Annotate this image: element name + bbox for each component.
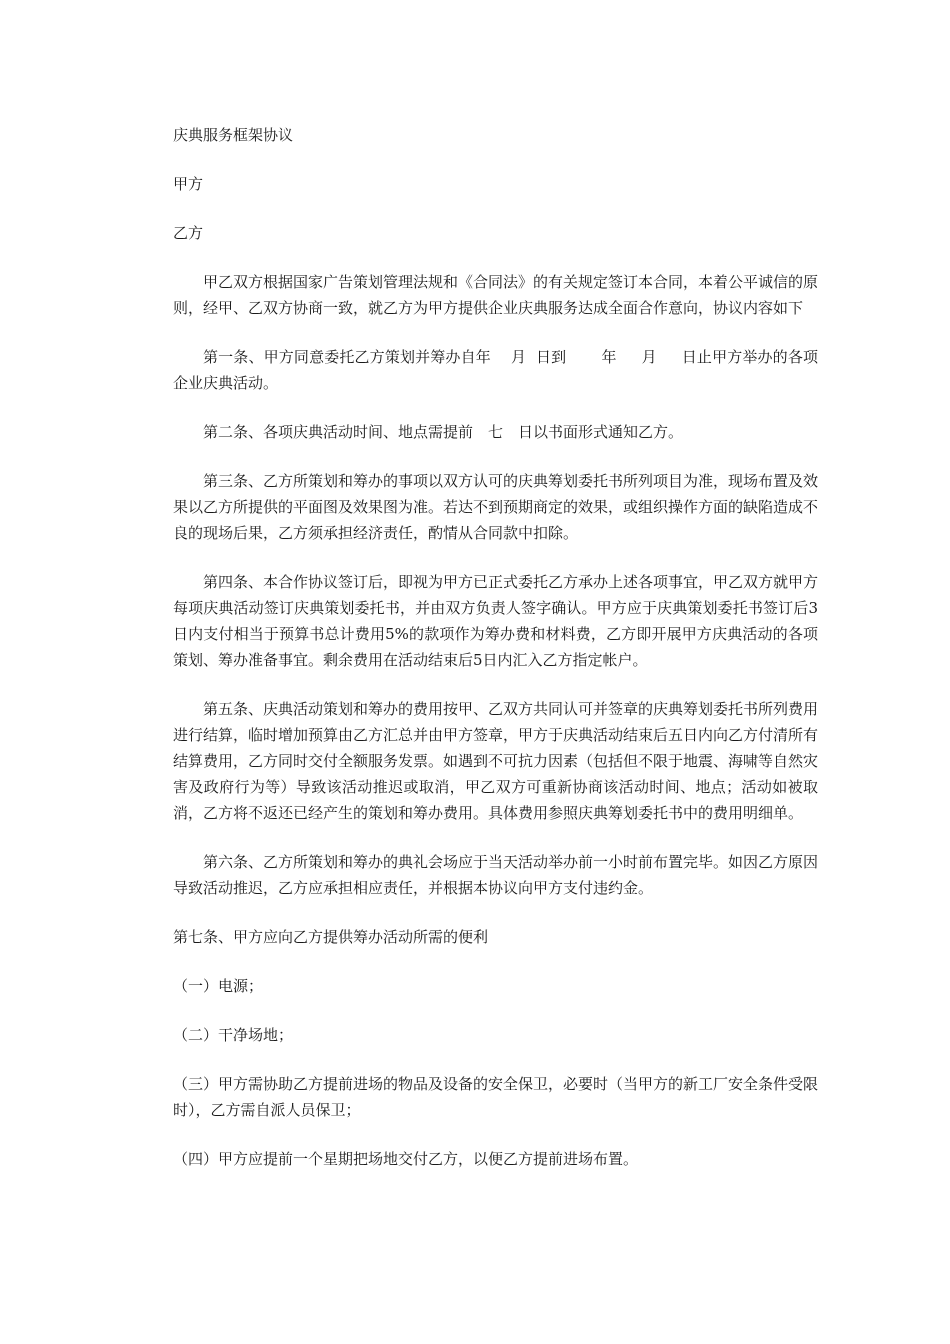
- article-4: 第四条、本合作协议签订后，即视为甲方已正式委托乙方承办上述各项事宜，甲乙双方就甲方每项庆典活动签订庆典策划委托书，并由双方负责人签字确认。甲方应于庆典策划委托书签订后3日内支付相当于预算书总计费用5%的款项作为筹办费和材料费，乙方即开展甲方庆典活动的各项策划、筹办准备事宜。剩余费用在活动结束后5日内汇入乙方指定帐户。: [173, 573, 819, 669]
- article-3: 第三条、乙方所策划和筹办的事项以双方认可的庆典筹划委托书所列项目为准，现场布置及效果以乙方所提供的平面图及效果图为准。若达不到预期商定的效果，或组织操作方面的缺陷造成不良的现场后果，乙方须承担经济责任，酌情从合同款中扣除。: [173, 472, 819, 542]
- list-item: （四）甲方应提前一个星期把场地交付乙方，以便乙方提前进场布置。: [173, 1150, 639, 1168]
- party-b-label: 乙方: [173, 224, 204, 242]
- document-body: [173, 122, 818, 1195]
- document-title: 庆典服务框架协议: [173, 126, 294, 144]
- preamble-paragraph: 甲乙双方根据国家广告策划管理法规和《合同法》的有关规定签订本合同，本着公平诚信的原则，经甲、乙双方协商一致，就乙方为甲方提供企业庆典服务达成全面合作意向，协议内容如下: [173, 273, 819, 317]
- article-7: 第七条、甲方应向乙方提供筹办活动所需的便利: [173, 928, 489, 946]
- article-6: 第六条、乙方所策划和筹办的典礼会场应于当天活动举办前一小时前布置完毕。如因乙方原因导致活动推迟，乙方应承担相应责任，并根据本协议向甲方支付违约金。: [173, 853, 819, 897]
- list-item: （三）甲方需协助乙方提前进场的物品及设备的安全保卫，必要时（当甲方的新工厂安全条件受限时），乙方需自派人员保卫；: [173, 1075, 819, 1119]
- article-1: 第一条、甲方同意委托乙方策划并筹办自年 月 日到 年 月 日止甲方举办的各项企业庆典活动。: [173, 348, 818, 392]
- list-item: （一）电源；: [173, 977, 264, 995]
- article-5: 第五条、庆典活动策划和筹办的费用按甲、乙双方共同认可并签章的庆典筹划委托书所列费用进行结算，临时增加预算由乙方汇总并由甲方签章，甲方于庆典活动结束后五日内向乙方付清所有结算费用，乙方同时交付全额服务发票。如遇到不可抗力因素（包括但不限于地震、海啸等自然灾害及政府行为等）导致该活动推迟或取消，甲乙双方可重新协商该活动时间、地点；活动如被取消，乙方将不返还已经产生的策划和筹办费用。具体费用参照庆典筹划委托书中的费用明细单。: [173, 700, 819, 822]
- article-2: 第二条、各项庆典活动时间、地点需提前 七 日以书面形式通知乙方。: [203, 423, 684, 441]
- party-a-label: 甲方: [173, 175, 204, 193]
- list-item: （二）干净场地；: [173, 1026, 294, 1044]
